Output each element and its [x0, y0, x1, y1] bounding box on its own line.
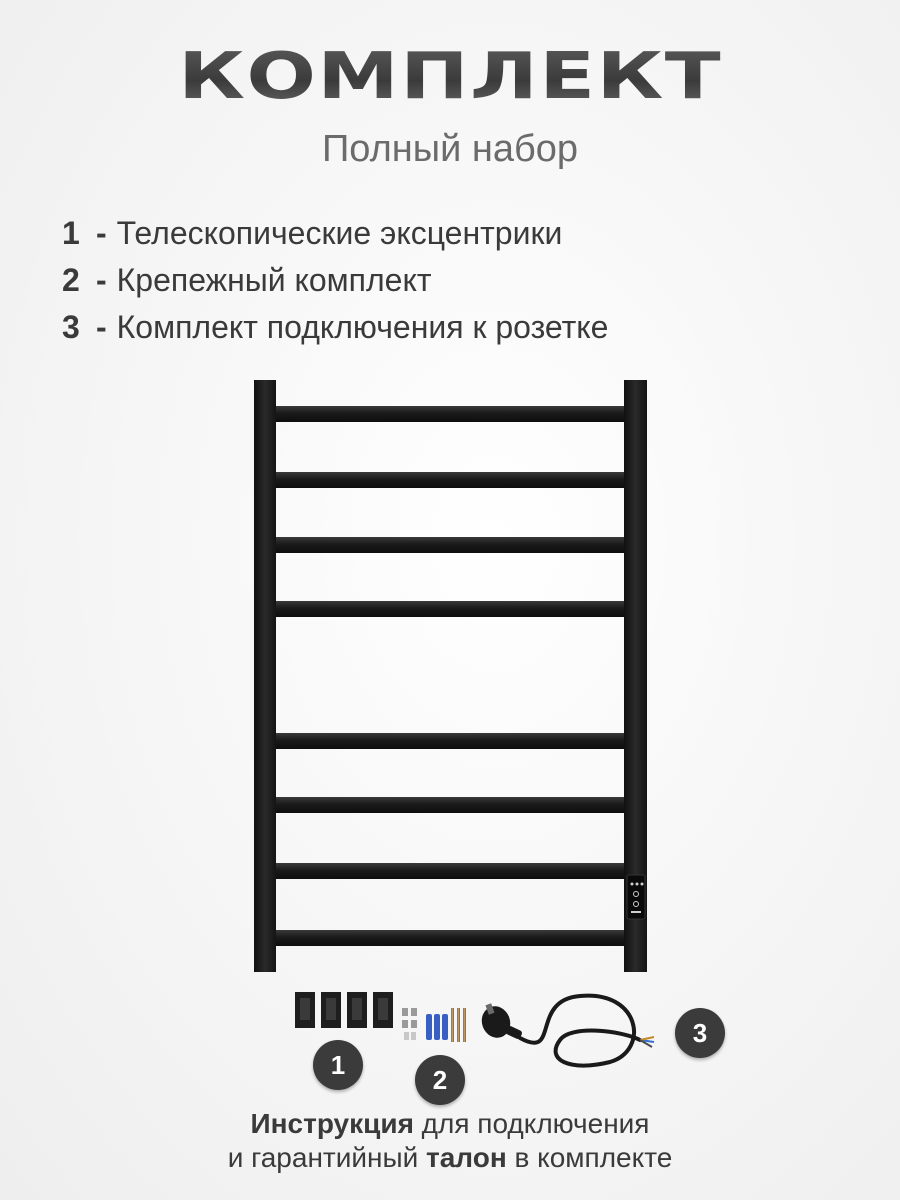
badge-2: 2 [415, 1055, 465, 1105]
kit-item-dash: - [96, 262, 107, 298]
footer-note [0, 1107, 900, 1175]
kit-item-dash: - [96, 215, 107, 251]
badge-1: 1 [313, 1040, 363, 1090]
footer-talon-bold: талон [426, 1142, 507, 1173]
page-subtitle: Полный набор [321, 128, 579, 170]
footer-line-1 [0, 1107, 900, 1141]
footer-line1-text: для подключения [413, 1108, 650, 1139]
control-panel-icon [627, 875, 645, 919]
rail-bar [276, 406, 624, 422]
footer-line2-end: в комплекте [506, 1142, 673, 1173]
kit-item-label: Комплект подключения к розетке [116, 309, 609, 345]
kit-item-label: Телескопические эксцентрики [116, 215, 563, 251]
power-cable-icon [477, 996, 654, 1066]
eccentrics-icon [295, 992, 393, 1028]
footer-instruction-bold: Инструкция [250, 1108, 414, 1139]
rail-bar [276, 733, 624, 749]
kit-item-label: Крепежный комплект [116, 262, 432, 298]
badge-3: 3 [675, 1008, 725, 1058]
kit-item-number: 3 [62, 309, 80, 345]
kit-item-number: 1 [62, 215, 80, 251]
footer-line2-start: и гарантийный [227, 1142, 427, 1173]
footer-line-2 [0, 1141, 900, 1175]
kit-item-number: 2 [62, 262, 80, 298]
rail-bar [276, 797, 624, 813]
rail-bar [276, 930, 624, 946]
rail-post-left [254, 380, 276, 972]
towel-rail [254, 380, 647, 972]
rail-bar [276, 537, 624, 553]
rail-bar [276, 863, 624, 879]
rail-bar [276, 472, 624, 488]
kit-item-dash: - [96, 309, 107, 345]
fasteners-icon [402, 1008, 466, 1042]
page-title: КОМПЛЕКТ [0, 40, 900, 114]
rail-bar [276, 601, 624, 617]
